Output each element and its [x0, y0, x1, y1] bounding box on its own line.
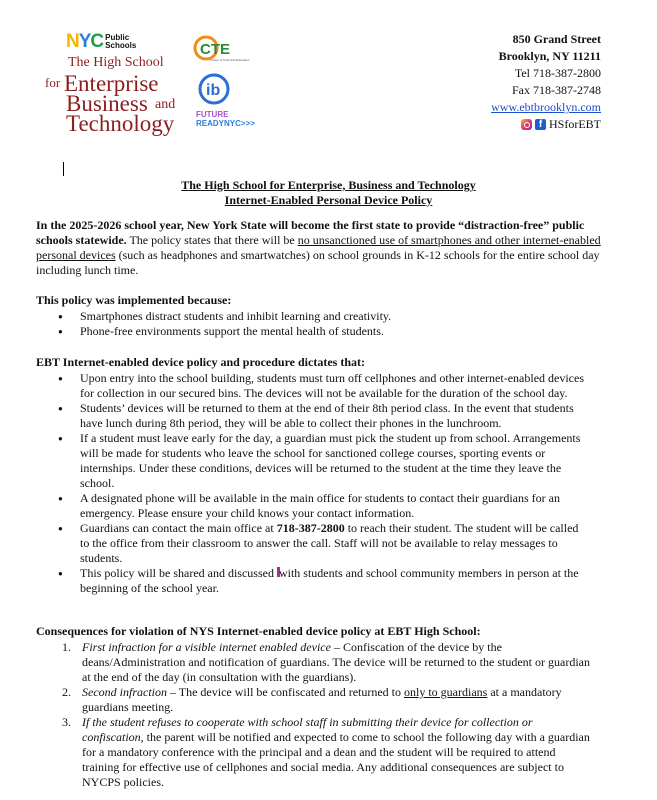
procedure-list — [0, 371, 657, 596]
office-phone: 718-387-2800 — [276, 521, 345, 535]
document-subtitle: Internet-Enabled Personal Device Policy — [224, 193, 433, 207]
ib-text: ib — [206, 82, 221, 99]
facebook-icon[interactable]: f — [535, 119, 546, 130]
list-item: ● Phone-free environments support the mental health of students. — [0, 324, 590, 339]
guardians-underlined: only to guardians — [404, 685, 488, 699]
school-name-business: Business — [66, 91, 148, 116]
school-name-technology: Technology — [66, 111, 175, 136]
procedure-heading: EBT Internet-enabled device policy and procedure dictates that: — [36, 355, 365, 369]
consequences-heading: Consequences for violation of NYS Internet-enabled device policy at EBT High School: — [36, 624, 481, 638]
school-name-for: for — [45, 75, 61, 90]
address-tel: Tel 718-387-2800 — [514, 66, 601, 80]
address-street: 850 Grand Street — [512, 32, 601, 46]
cte-text: CTE — [200, 41, 230, 58]
instagram-icon[interactable] — [521, 119, 532, 130]
list-item: ● Smartphones distract students and inhibit learning and creativity. — [0, 309, 590, 324]
list-item: ● If a student must leave early for the day, a guardian must pick the student up from school. Arrangements will be made for students who leave the school for sanctioned college courses, sporting events or internships. Under these conditions, devices will be returned to the student at the time they leave the school. — [0, 431, 590, 491]
reasons-list — [0, 309, 657, 339]
school-name-enterprise: Enterprise — [64, 71, 159, 96]
list-item: ● A designated phone will be available in the main office for students to contact their guardians for an emergency. Please ensure your child knows your contact information. — [0, 491, 590, 521]
reasons-heading: This policy was implemented because: — [36, 293, 232, 307]
website-link[interactable]: www.ebtbrooklyn.com — [491, 100, 601, 114]
address-fax: Fax 718-387-2748 — [512, 83, 601, 97]
list-item: 1. First infraction for a visible internet enabled device – Confiscation of the device by the deans/Administration and notification of guardians. The device will be returned to the student or guardian at the end of the day (in consultation with the guardians). — [62, 640, 590, 684]
nyc-logo-text: Public Schools — [105, 33, 137, 50]
social-handle[interactable]: HSforEBT — [549, 117, 601, 131]
cte-logo — [193, 33, 251, 65]
nyc-public-schools-logo — [66, 33, 136, 51]
address-city: Brooklyn, NY 11211 — [498, 49, 601, 63]
list-item: 2. Second infraction – The device will be confiscated and returned to only to guardians at a mandatory guardians meeting. — [62, 685, 562, 714]
intro-bold-lead: In the 2025-2026 school year, New York State will become the first state to provide “distraction-free” public schools statewide. — [36, 218, 585, 247]
social-media[interactable] — [521, 116, 601, 133]
list-item: ● Upon entry into the school building, students must turn off cellphones and other internet-enabled devices for collection in our secured bins. The devices will not be available for the duration of the school day. — [0, 371, 590, 401]
intro-underlined: no unsanctioned use of smartphones and other internet-enabled personal devices — [36, 233, 601, 262]
document-title: The High School for Enterprise, Business and Technology — [181, 178, 476, 192]
school-name-and: and — [155, 97, 176, 112]
school-address — [381, 31, 601, 135]
list-item: ● This policy will be shared and discussed with students and school community members in person at the beginning of the school year. — [0, 566, 590, 596]
ib-logo — [198, 73, 230, 105]
intro-paragraph: In the 2025-2026 school year, New York State will become the first state to provide “distraction-free” public schools statewide. The policy states that there will be no unsanctioned use of smartphones and other internet-enabled personal devices (such as headphones and smartwatches) on school grounds in K-12 schools for the entire school day including lunch time. — [36, 218, 601, 277]
list-item: ● Students’ devices will be returned to them at the end of their 8th period class. In the event that students have lunch during 8th period, they will be able to collect their phones in the lunchroom. — [0, 401, 590, 431]
school-name-line1: The High School — [68, 55, 164, 70]
cte-subtitle: Career & Technical Education — [210, 58, 250, 62]
future-ready-nyc-logo: FUTURE READYNYC>>> — [196, 110, 255, 128]
consequences-list — [0, 640, 657, 790]
text-cursor — [63, 162, 64, 176]
list-item: 3. If the student refuses to cooperate with school staff in submitting their device for collection or confiscation, the parent will be notified and expected to come to school the following day with a guardian for a mandatory conference with the principal and a dean and the student will be required to attend training for effective use of cellphones and social media. Any additional consequences are subject to NYCPS policies. — [62, 715, 590, 789]
list-item: ● Guardians can contact the main office at 718-387-2800 to reach their student. The student will be called to the office from their classroom to answer the call. Staff will not be available to relay messages to students. — [0, 521, 590, 566]
nyc-mark: NYC — [66, 31, 104, 52]
